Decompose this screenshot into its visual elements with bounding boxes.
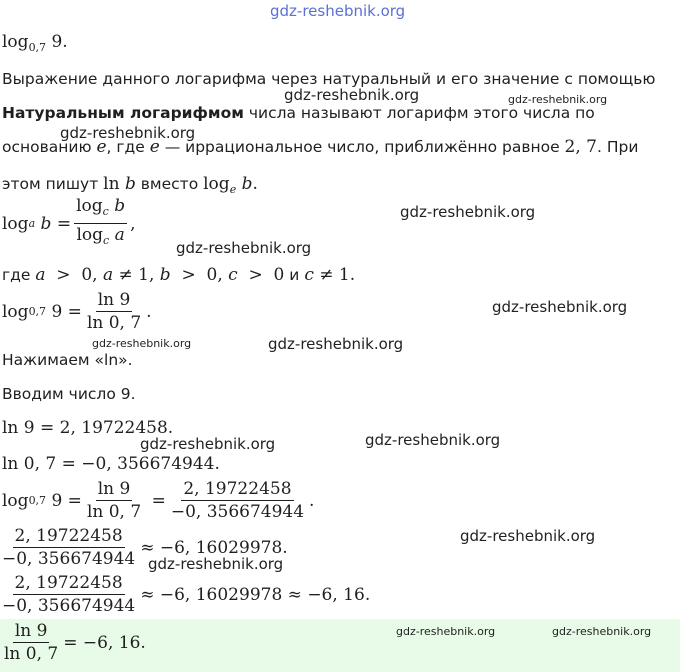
log-substitution: log 0,7 9 = $\frac{\ln 9}{\ln 0, 7}$ = $\frac{2, 19722458}{-0, 356674944}$ . [2, 479, 315, 522]
fraction-denominator-value: −0, 356674944 [2, 549, 136, 569]
final-answer [2, 621, 146, 664]
watermark: gdz-reshebnik.org [148, 555, 284, 573]
instruction-press-ln: Нажимаем «ln». [2, 351, 133, 369]
text-where-conditions: где [2, 266, 36, 284]
symbol-e: e [96, 137, 107, 157]
text-write: этом пишут [2, 175, 104, 193]
log-formula-applied: log 0,7 9 = $\frac{\ln 9}{\ln 0, 7}$ . [2, 290, 152, 333]
watermark: gdz-reshebnik.org [460, 527, 596, 545]
final-value: = −6, 16. [63, 632, 146, 653]
text-where: , где [106, 138, 150, 156]
text-irrational: — иррациональное число, приближённо равное [159, 138, 565, 156]
text-then: . При [597, 138, 639, 156]
fraction-denominator: ln 0, 7 [86, 502, 142, 522]
watermark: gdz-reshebnik.org [508, 93, 608, 106]
watermark: gdz-reshebnik.org [552, 625, 652, 638]
ln07-value: ln 0, 7 = −0, 356674944. [2, 454, 220, 474]
condition-c: c ≠ 1. [304, 265, 356, 285]
instruction-enter-9: Вводим число 9. [2, 385, 136, 403]
text-instead: вместо [135, 175, 204, 193]
header-watermark[interactable]: gdz-reshebnik.org [270, 2, 406, 20]
log-argument: 9. [51, 32, 68, 52]
fraction-numerator-value: 2, 19722458 [183, 479, 292, 499]
notation-log-e-b: $\log_e b$. [203, 174, 258, 196]
conditions-line [2, 265, 355, 285]
watermark: gdz-reshebnik.org [284, 86, 420, 104]
watermark: gdz-reshebnik.org [400, 203, 536, 221]
value-approx-e: 2, 7 [564, 137, 597, 157]
fraction-denominator: ln 0, 7 [86, 313, 142, 333]
symbol-e-2: e [149, 137, 160, 157]
approx-value: ≈ −6, 16029978. [140, 537, 288, 558]
watermark: gdz-reshebnik.org [396, 625, 496, 638]
text-and: и [284, 266, 305, 284]
paragraph-intro: Выражение данного логарифма через натуральный и его значение с помощью [2, 70, 656, 88]
approx-value-rounded: ≈ −6, 16029978 ≈ −6, 16. [140, 584, 371, 605]
ln9-value: ln 9 = 2, 19722458. [2, 418, 174, 438]
log-expression: $\log_{0,7} 9$. [2, 32, 68, 54]
fraction-denominator-value: −0, 356674944 [170, 502, 305, 522]
fraction-numerator: ln 9 [14, 621, 48, 641]
paragraph-notation [2, 174, 258, 196]
watermark: gdz-reshebnik.org [60, 124, 196, 142]
watermark: gdz-reshebnik.org [268, 335, 404, 353]
text-base: основанию [2, 138, 97, 156]
watermark: gdz-reshebnik.org [176, 239, 312, 257]
notation-ln-b: ln b [103, 174, 136, 194]
watermark: gdz-reshebnik.org [92, 337, 192, 350]
watermark: gdz-reshebnik.org [140, 435, 276, 453]
fraction-numerator-value: 2, 19722458 [14, 526, 123, 546]
paragraph-definition [2, 104, 595, 122]
watermark: gdz-reshebnik.org [492, 298, 628, 316]
watermark: gdz-reshebnik.org [365, 431, 501, 449]
fraction-denominator: ln 0, 7 [4, 644, 59, 664]
fraction-numerator-value: 2, 19722458 [14, 573, 123, 593]
definition-rest: числа называют логарифм этого числа по [243, 104, 595, 122]
fraction-numerator: ln 9 [97, 290, 131, 310]
conditions-math: a > 0, a ≠ 1, b > 0, c > 0 [35, 265, 285, 285]
term-natural-log: Натуральным логарифмом [2, 104, 244, 122]
fraction-denominator-value: −0, 356674944 [2, 596, 136, 616]
fraction-numerator: ln 9 [97, 479, 131, 499]
change-of-base-formula: log a b = $\frac{\log_c b}{\log_c a}$ , [2, 196, 136, 247]
approximation-2 [0, 573, 370, 616]
